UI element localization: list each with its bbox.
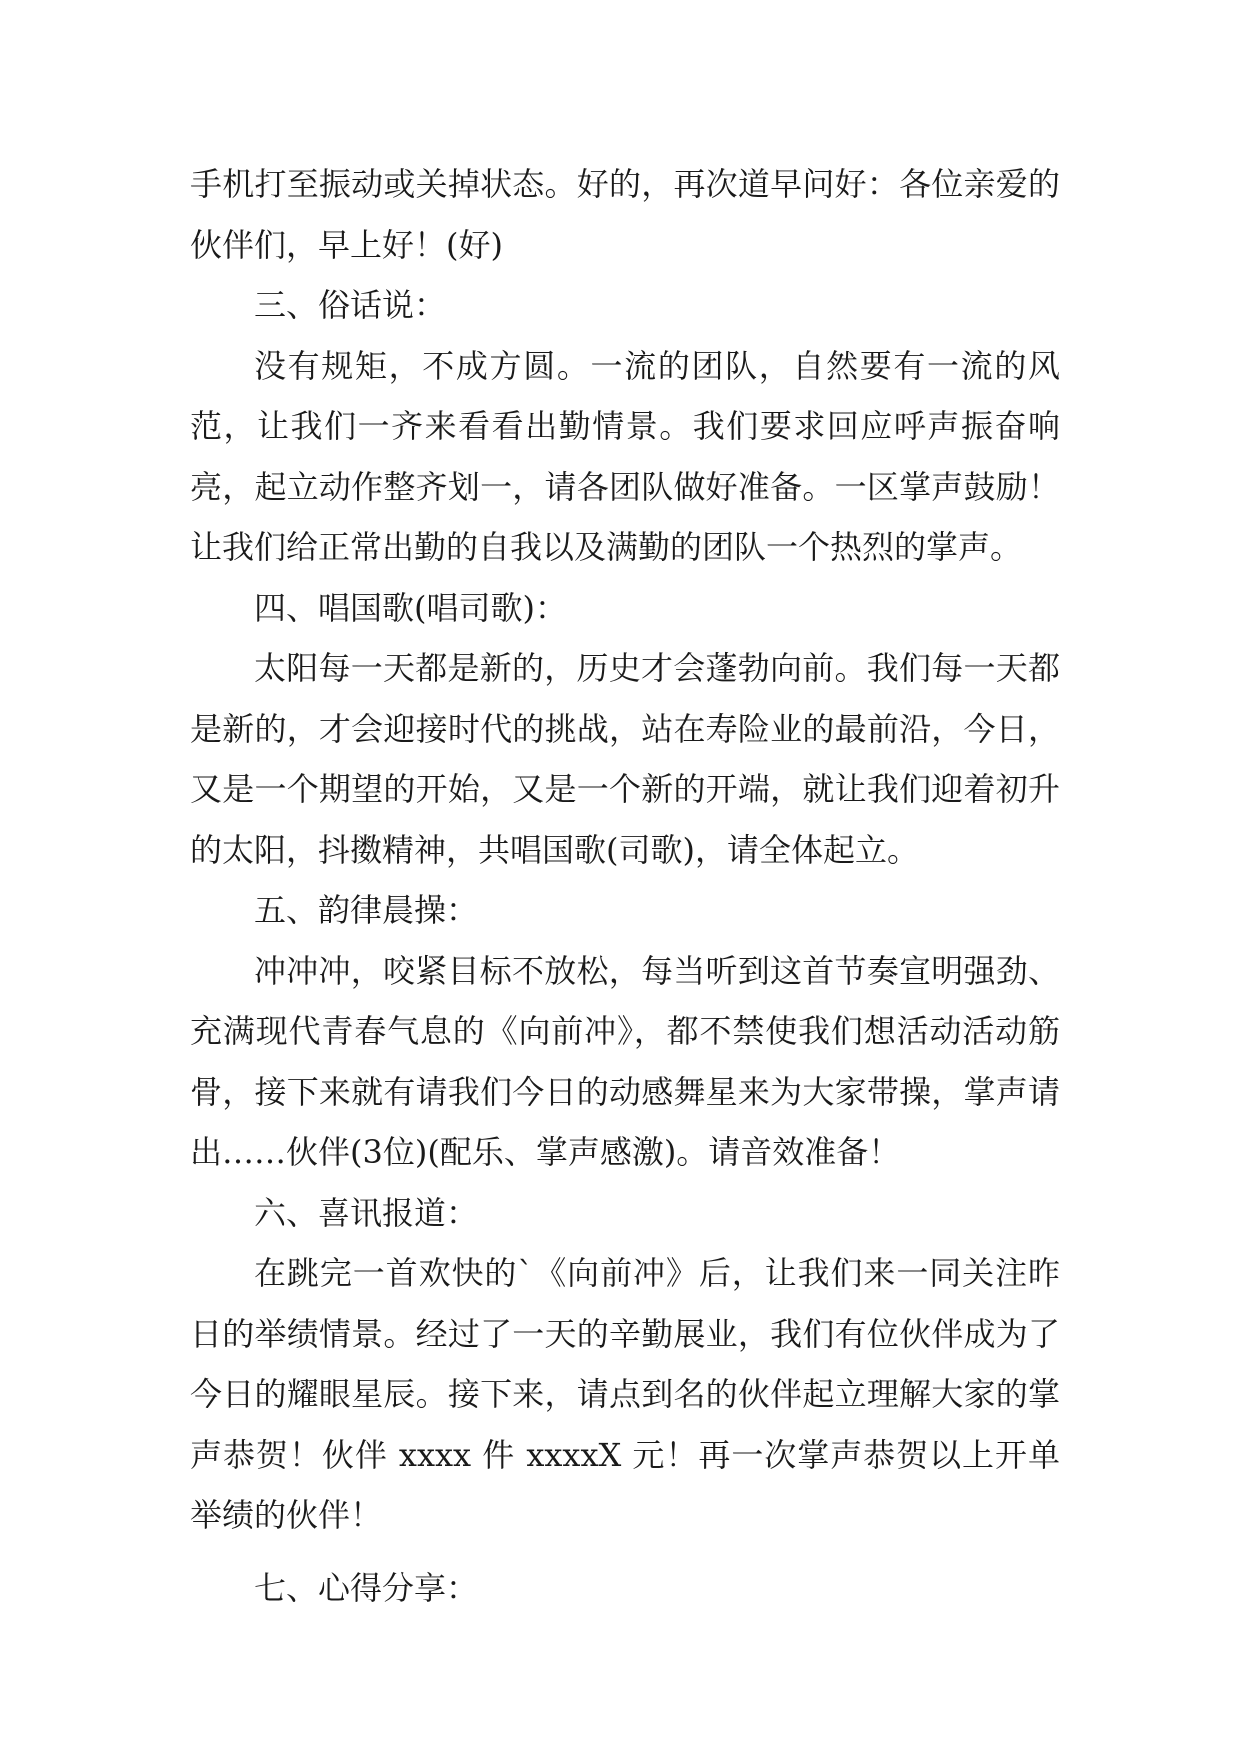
- document-body: [190, 154, 1060, 1618]
- paragraph-section-5: 冲冲冲，咬紧目标不放松，每当听到这首节奏宣明强劲、充满现代青春气息的《向前冲》，都不禁使我们想活动活动筋骨，接下来就有请我们今日的动感舞星来为大家带操，掌声请出……伙伴(3位)(配乐、掌声感激)。请音效准备！: [190, 951, 1060, 1171]
- paragraph-section-4: 太阳每一天都是新的，历史才会蓬勃向前。我们每一天都是新的，才会迎接时代的挑战，站在寿险业的最前沿，今日，又是一个期望的开始，又是一个新的开端，就让我们迎着初升的太阳，抖擞精神，共唱国歌(司歌)，请全体起立。: [190, 649, 1060, 869]
- heading-section-7: 七、心得分享：: [254, 1568, 479, 1607]
- heading-section-5: 五、韵律晨操：: [254, 891, 479, 929]
- heading-section-4: 四、唱国歌(唱司歌)：: [254, 588, 567, 627]
- paragraph-section-3: 没有规矩，不成方圆。一流的团队，自然要有一流的风范，让我们一齐来看看出勤情景。我们要求回应呼声振奋响亮，起立动作整齐划一，请各团队做好准备。一区掌声鼓励！让我们给正常出勤的自我以及满勤的团队一个热烈的掌声。: [190, 346, 1060, 566]
- paragraph-section-6: 在跳完一首欢快的`《向前冲》后，让我们来一同关注昨日的举绩情景。经过了一天的辛勤展业，我们有位伙伴成为了今日的耀眼星辰。接下来，请点到名的伙伴起立理解大家的掌声恭贺！伙伴 xxxx 件 xxxxX 元！再一次掌声恭贺以上开单举绩的伙伴！: [190, 1254, 1060, 1534]
- heading-section-6: 六、喜讯报道：: [254, 1193, 479, 1232]
- heading-section-3: 三、俗话说：: [254, 286, 447, 324]
- paragraph-intro-continued: 手机打至振动或关掉状态。好的，再次道早问好：各位亲爱的伙伴们，早上好！(好): [190, 165, 1060, 264]
